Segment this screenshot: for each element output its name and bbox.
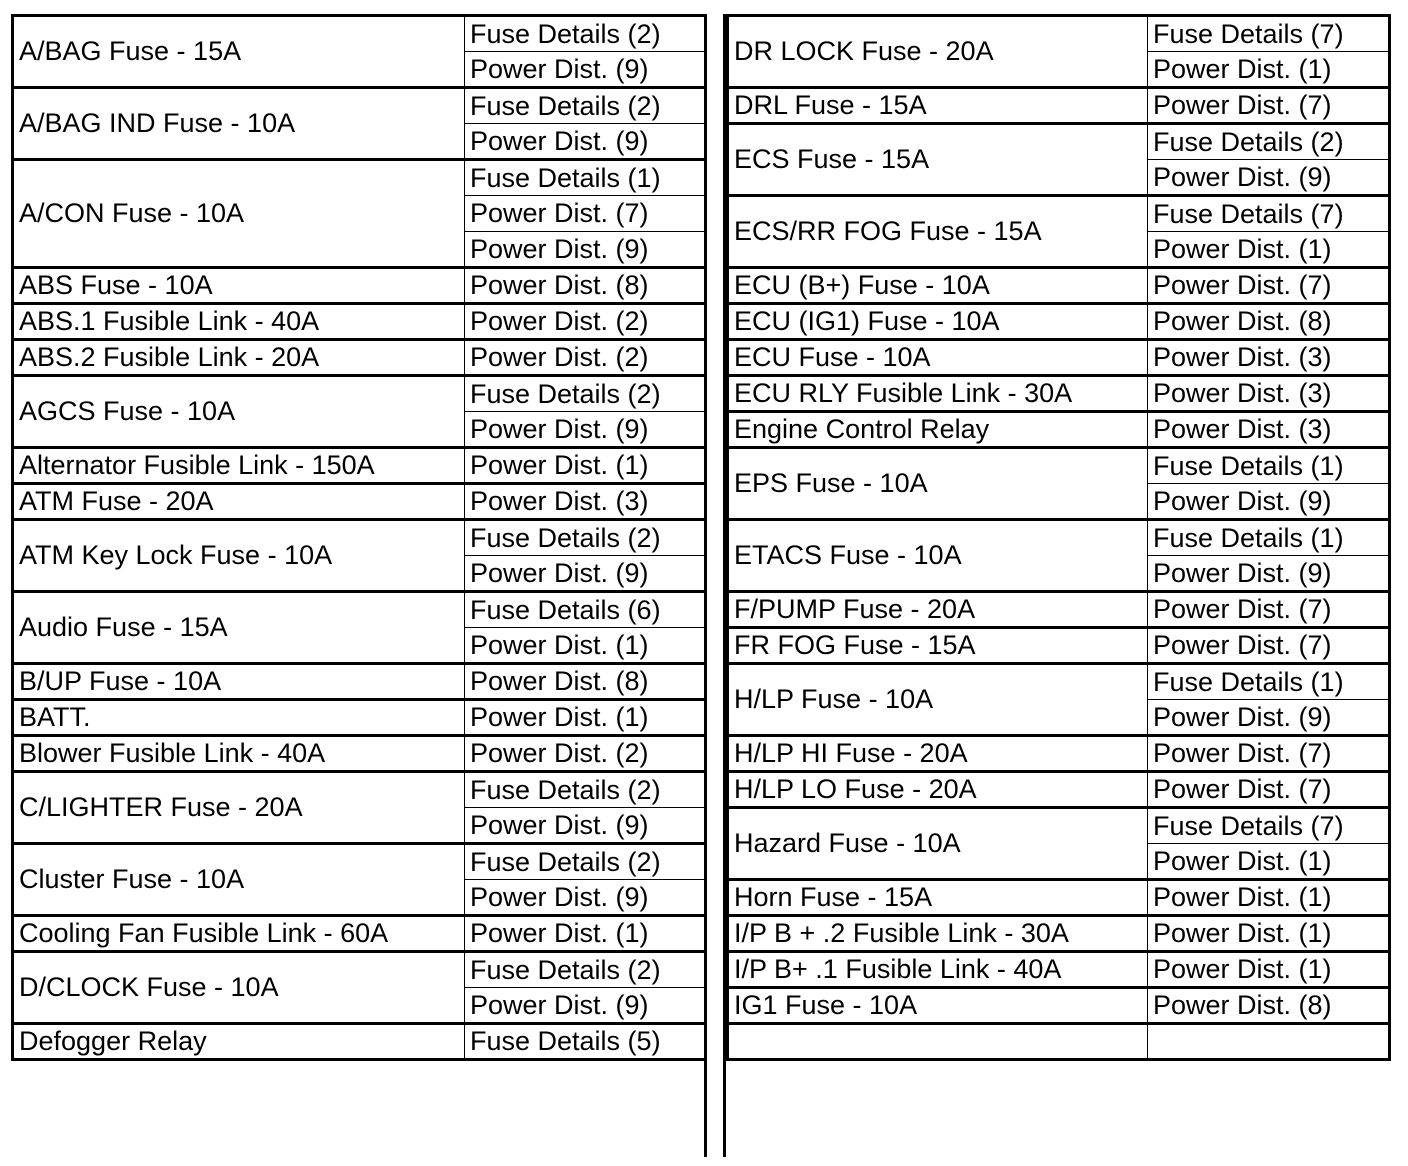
reference-cell: Power Dist. (9): [465, 556, 706, 592]
reference-cell: Fuse Details (2): [465, 16, 706, 52]
table-row: [728, 16, 1390, 52]
component-name: Blower Fusible Link - 40A: [13, 736, 465, 772]
component-name: Hazard Fuse - 10A: [728, 808, 1148, 880]
component-name: AGCS Fuse - 10A: [13, 376, 465, 448]
table-row: [13, 736, 706, 772]
component-name: Engine Control Relay: [728, 412, 1148, 448]
component-name: I/P B + .2 Fusible Link - 30A: [728, 916, 1148, 952]
reference-cell: Power Dist. (7): [465, 196, 706, 232]
component-name: BATT.: [13, 700, 465, 736]
table-row: [728, 772, 1390, 808]
reference-cell: Power Dist. (7): [1148, 268, 1390, 304]
component-name: ATM Fuse - 20A: [13, 484, 465, 520]
reference-cell: Fuse Details (5): [465, 1024, 706, 1060]
reference-cell: Power Dist. (7): [1148, 88, 1390, 124]
reference-cell: Power Dist. (8): [1148, 304, 1390, 340]
reference-cell: Fuse Details (2): [465, 376, 706, 412]
table-row: [728, 376, 1390, 412]
component-name: ECU (IG1) Fuse - 10A: [728, 304, 1148, 340]
reference-cell: Power Dist. (9): [1148, 160, 1390, 196]
reference-cell: Power Dist. (8): [465, 664, 706, 700]
reference-cell: Power Dist. (1): [465, 700, 706, 736]
reference-cell: Power Dist. (1): [1148, 916, 1390, 952]
component-name: ECU Fuse - 10A: [728, 340, 1148, 376]
table-row: [728, 124, 1390, 160]
table-row: [13, 592, 706, 628]
component-name: Cluster Fuse - 10A: [13, 844, 465, 916]
table-row: [728, 988, 1390, 1024]
component-name: DRL Fuse - 15A: [728, 88, 1148, 124]
component-name: ABS.2 Fusible Link - 20A: [13, 340, 465, 376]
reference-cell: Power Dist. (9): [465, 412, 706, 448]
table-row: [728, 880, 1390, 916]
component-name: Alternator Fusible Link - 150A: [13, 448, 465, 484]
table-row: [728, 628, 1390, 664]
reference-cell: Fuse Details (6): [465, 592, 706, 628]
component-name: EPS Fuse - 10A: [728, 448, 1148, 520]
reference-cell: Fuse Details (7): [1148, 196, 1390, 232]
component-name: H/LP LO Fuse - 20A: [728, 772, 1148, 808]
fuse-table-left: [11, 14, 707, 1061]
reference-cell: Power Dist. (9): [465, 880, 706, 916]
table-row: [13, 484, 706, 520]
table-row: [13, 448, 706, 484]
table-row: [13, 772, 706, 808]
table-row: [728, 268, 1390, 304]
component-name: F/PUMP Fuse - 20A: [728, 592, 1148, 628]
reference-cell: Power Dist. (9): [465, 808, 706, 844]
fuse-table-right: [726, 14, 1391, 1061]
component-name: ECU (B+) Fuse - 10A: [728, 268, 1148, 304]
component-name: ATM Key Lock Fuse - 10A: [13, 520, 465, 592]
component-name: IG1 Fuse - 10A: [728, 988, 1148, 1024]
reference-cell: Power Dist. (3): [465, 484, 706, 520]
reference-cell: Fuse Details (2): [465, 88, 706, 124]
reference-cell: Power Dist. (1): [1148, 232, 1390, 268]
reference-cell: Power Dist. (1): [1148, 52, 1390, 88]
reference-cell: Power Dist. (1): [1148, 844, 1390, 880]
component-name: Horn Fuse - 15A: [728, 880, 1148, 916]
reference-cell: Fuse Details (7): [1148, 16, 1390, 52]
table-row: [728, 916, 1390, 952]
table-row: [728, 448, 1390, 484]
component-name: Audio Fuse - 15A: [13, 592, 465, 664]
component-name: ECS/RR FOG Fuse - 15A: [728, 196, 1148, 268]
reference-cell: Power Dist. (8): [1148, 988, 1390, 1024]
component-name: Defogger Relay: [13, 1024, 465, 1060]
table-row: [13, 664, 706, 700]
table-row: [728, 736, 1390, 772]
reference-cell: Power Dist. (9): [1148, 484, 1390, 520]
component-name: A/BAG IND Fuse - 10A: [13, 88, 465, 160]
component-name: Cooling Fan Fusible Link - 60A: [13, 916, 465, 952]
reference-cell: Power Dist. (1): [465, 916, 706, 952]
reference-cell: Power Dist. (3): [1148, 376, 1390, 412]
reference-cell: Fuse Details (2): [465, 772, 706, 808]
reference-cell: Power Dist. (7): [1148, 628, 1390, 664]
table-row: [13, 916, 706, 952]
component-name: ECS Fuse - 15A: [728, 124, 1148, 196]
table-row: [13, 16, 706, 52]
reference-cell: Power Dist. (1): [1148, 952, 1390, 988]
reference-cell: Power Dist. (2): [465, 304, 706, 340]
component-name: [728, 1024, 1148, 1060]
reference-cell: Fuse Details (2): [465, 952, 706, 988]
reference-cell: Power Dist. (1): [1148, 880, 1390, 916]
reference-cell: Power Dist. (2): [465, 736, 706, 772]
reference-cell: Power Dist. (2): [465, 340, 706, 376]
table-row: [728, 664, 1390, 700]
reference-cell: Power Dist. (1): [465, 628, 706, 664]
table-row: [13, 304, 706, 340]
component-name: FR FOG Fuse - 15A: [728, 628, 1148, 664]
table-row: [13, 520, 706, 556]
reference-cell: Fuse Details (1): [1148, 448, 1390, 484]
reference-cell: Power Dist. (9): [465, 52, 706, 88]
component-name: A/CON Fuse - 10A: [13, 160, 465, 268]
table-row: [728, 88, 1390, 124]
component-name: ABS.1 Fusible Link - 40A: [13, 304, 465, 340]
component-name: ETACS Fuse - 10A: [728, 520, 1148, 592]
reference-cell: Fuse Details (1): [1148, 520, 1390, 556]
table-row: [13, 160, 706, 196]
table-row: [13, 268, 706, 304]
table-row: [728, 412, 1390, 448]
reference-cell: Power Dist. (7): [1148, 592, 1390, 628]
reference-cell: Fuse Details (2): [465, 844, 706, 880]
component-name: ECU RLY Fusible Link - 30A: [728, 376, 1148, 412]
component-name: C/LIGHTER Fuse - 20A: [13, 772, 465, 844]
component-name: D/CLOCK Fuse - 10A: [13, 952, 465, 1024]
reference-cell: Power Dist. (9): [465, 124, 706, 160]
table-row: [728, 1024, 1390, 1060]
table-row: [13, 952, 706, 988]
table-row: [13, 700, 706, 736]
table-row: [728, 520, 1390, 556]
table-row: [13, 376, 706, 412]
component-name: DR LOCK Fuse - 20A: [728, 16, 1148, 88]
table-row: [728, 304, 1390, 340]
table-row: [13, 844, 706, 880]
reference-cell: Power Dist. (8): [465, 268, 706, 304]
component-name: A/BAG Fuse - 15A: [13, 16, 465, 88]
reference-cell: Power Dist. (9): [1148, 700, 1390, 736]
table-row: [728, 808, 1390, 844]
reference-cell: Power Dist. (9): [465, 988, 706, 1024]
reference-cell: Fuse Details (7): [1148, 808, 1390, 844]
component-name: B/UP Fuse - 10A: [13, 664, 465, 700]
column-separator: [704, 14, 726, 1157]
table-row: [13, 340, 706, 376]
table-row: [728, 196, 1390, 232]
component-name: H/LP Fuse - 10A: [728, 664, 1148, 736]
table-row: [13, 1024, 706, 1060]
reference-cell: Power Dist. (9): [465, 232, 706, 268]
reference-cell: Power Dist. (7): [1148, 772, 1390, 808]
reference-cell: Fuse Details (1): [1148, 664, 1390, 700]
reference-cell: Power Dist. (9): [1148, 556, 1390, 592]
component-name: ABS Fuse - 10A: [13, 268, 465, 304]
table-row: [728, 592, 1390, 628]
reference-cell: Power Dist. (7): [1148, 736, 1390, 772]
reference-cell: Power Dist. (1): [465, 448, 706, 484]
reference-cell: Power Dist. (3): [1148, 412, 1390, 448]
reference-cell: Power Dist. (3): [1148, 340, 1390, 376]
component-name: I/P B+ .1 Fusible Link - 40A: [728, 952, 1148, 988]
table-row: [728, 952, 1390, 988]
table-row: [728, 340, 1390, 376]
table-row: [13, 88, 706, 124]
reference-cell: [1148, 1024, 1390, 1060]
reference-cell: Fuse Details (1): [465, 160, 706, 196]
component-name: H/LP HI Fuse - 20A: [728, 736, 1148, 772]
reference-cell: Fuse Details (2): [1148, 124, 1390, 160]
reference-cell: Fuse Details (2): [465, 520, 706, 556]
